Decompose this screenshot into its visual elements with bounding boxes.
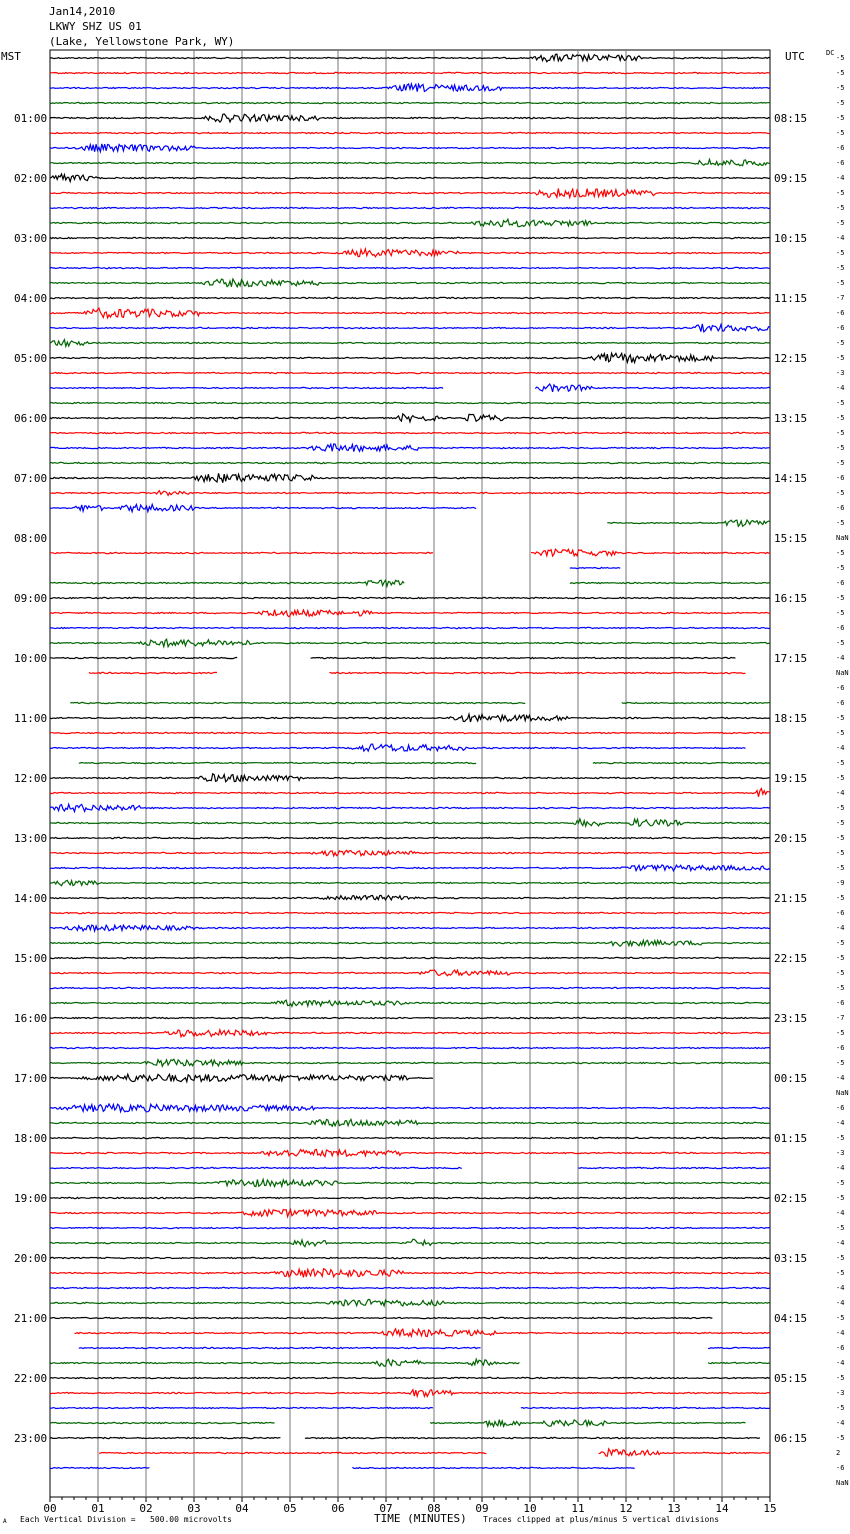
- trace-row: [50, 462, 770, 463]
- mst-hour-label: 20:00: [14, 1252, 48, 1265]
- trace-row: [50, 1420, 746, 1427]
- utc-hour-label: 02:15: [774, 1192, 808, 1205]
- dc-offset-label: -5: [836, 1434, 845, 1442]
- trace-row: [50, 144, 770, 152]
- dc-offset-label: -5: [836, 414, 845, 422]
- trace-row: [50, 1137, 770, 1138]
- dc-offset-label: -4: [836, 1299, 845, 1307]
- trace-row: [50, 132, 770, 133]
- dc-offset-label: -5: [836, 549, 845, 557]
- mst-hour-label: 13:00: [14, 832, 48, 845]
- utc-hour-label: 23:15: [774, 1012, 808, 1025]
- dc-offset-label: -5: [836, 1224, 845, 1232]
- trace-row: [50, 1197, 770, 1198]
- trace-row: [50, 174, 770, 182]
- dc-offset-label: -5: [836, 114, 845, 122]
- trace-row: [50, 1104, 770, 1112]
- mst-hour-label: 04:00: [14, 292, 48, 305]
- corner-mark: A: [3, 1518, 7, 1525]
- trace-row: [50, 402, 770, 403]
- utc-hour-label: 04:15: [774, 1312, 808, 1325]
- utc-hour-label: 00:15: [774, 1072, 808, 1085]
- trace-row: [50, 84, 770, 92]
- dc-offset-label: -5: [836, 459, 845, 467]
- mst-hour-label: 10:00: [14, 652, 48, 665]
- dc-offset-label: -4: [836, 1419, 845, 1427]
- dc-offset-label: -4: [836, 174, 845, 182]
- trace-row: [50, 491, 770, 496]
- trace-row: [50, 896, 770, 900]
- dc-offset-label: -5: [836, 804, 845, 812]
- scale-note: Each Vertical Division = 500.00 microvolts: [20, 1515, 232, 1524]
- dc-offset-label: -5: [836, 399, 845, 407]
- dc-offset-label: -5: [836, 1059, 845, 1067]
- trace-row: [50, 732, 770, 733]
- dc-offset-label: -5: [836, 99, 845, 107]
- dc-offset-label: -4: [836, 1209, 845, 1217]
- dc-offset-label: -5: [836, 339, 845, 347]
- utc-hour-label: 22:15: [774, 952, 808, 965]
- trace-row: [50, 1390, 770, 1397]
- trace-row: [50, 297, 770, 298]
- trace-row: [50, 1257, 770, 1258]
- dc-offset-label: 2: [836, 1449, 841, 1457]
- mst-hour-label: 19:00: [14, 1192, 48, 1205]
- x-tick-label: 07: [379, 1502, 393, 1515]
- utc-hour-label: 08:15: [774, 112, 808, 125]
- dc-offset-label: -5: [836, 444, 845, 452]
- mst-hour-label: 17:00: [14, 1072, 48, 1085]
- dc-offset-label: -4: [836, 1074, 845, 1082]
- mst-hour-label: 01:00: [14, 112, 48, 125]
- trace-row: [50, 925, 770, 931]
- dc-offset-label: -6: [836, 504, 845, 512]
- dc-offset-label: -7: [836, 294, 845, 302]
- x-tick-label: 04: [235, 1502, 249, 1515]
- trace-row: [50, 580, 770, 586]
- dc-offset-label: -6: [836, 684, 845, 692]
- dc-offset-label: -5: [836, 609, 845, 617]
- trace-row: [50, 850, 770, 856]
- trace-row: [50, 912, 770, 913]
- dc-offset-label: NaN: [836, 1479, 849, 1487]
- dc-offset-label: -4: [836, 789, 845, 797]
- mst-hour-label: 14:00: [14, 892, 48, 905]
- utc-hour-label: 10:15: [774, 232, 808, 245]
- trace-row: [50, 1437, 760, 1438]
- trace-row: [50, 473, 770, 482]
- mst-hour-label: 12:00: [14, 772, 48, 785]
- dc-label: DC: [826, 49, 835, 57]
- dc-offset-label: -6: [836, 699, 845, 707]
- dc-offset-label: -5: [836, 729, 845, 737]
- trace-row: [50, 970, 770, 976]
- utc-hour-label: 06:15: [774, 1432, 808, 1445]
- trace-row: [89, 672, 746, 673]
- dc-offset-label: -3: [836, 1389, 845, 1397]
- trace-row: [50, 353, 770, 362]
- mst-hour-label: 11:00: [14, 712, 48, 725]
- trace-row: [50, 597, 770, 598]
- trace-row: [50, 987, 770, 988]
- trace-row: [50, 1030, 770, 1037]
- trace-row: [50, 384, 770, 392]
- trace-row: [570, 567, 620, 568]
- trace-row: [50, 1467, 635, 1468]
- trace-row: [79, 762, 770, 763]
- x-tick-label: 11: [571, 1502, 585, 1515]
- dc-offset-label: -6: [836, 909, 845, 917]
- dc-offset-label: -5: [836, 849, 845, 857]
- dc-offset-label: NaN: [836, 534, 849, 542]
- dc-offset-label: -6: [836, 159, 845, 167]
- mst-hour-label: 16:00: [14, 1012, 48, 1025]
- mst-hour-label: 03:00: [14, 232, 48, 245]
- mst-hour-label: 07:00: [14, 472, 48, 485]
- trace-row: [50, 1317, 712, 1318]
- dc-offset-label: -6: [836, 474, 845, 482]
- mst-hour-label: 18:00: [14, 1132, 48, 1145]
- trace-row: [50, 1167, 770, 1168]
- utc-hour-label: 11:15: [774, 292, 808, 305]
- utc-hour-label: 20:15: [774, 832, 808, 845]
- mst-hour-label: 15:00: [14, 952, 48, 965]
- utc-hour-label: 15:15: [774, 532, 808, 545]
- dc-offset-label: -5: [836, 354, 845, 362]
- x-tick-label: 15: [763, 1502, 777, 1515]
- dc-offset-label: -4: [836, 1239, 845, 1247]
- clip-note: Traces clipped at plus/minus 5 vertical divisions: [483, 1515, 720, 1524]
- trace-row: [50, 789, 770, 797]
- trace-row: [50, 207, 770, 208]
- dc-offset-label: -4: [836, 1359, 845, 1367]
- dc-offset-label: -5: [836, 264, 845, 272]
- trace-row: [50, 267, 770, 268]
- trace-row: [50, 102, 770, 103]
- x-tick-label: 09: [475, 1502, 489, 1515]
- dc-offset-label: -5: [836, 759, 845, 767]
- dc-offset-label: -4: [836, 384, 845, 392]
- utc-hour-label: 01:15: [774, 1132, 808, 1145]
- trace-row: [50, 549, 770, 556]
- trace-row: [70, 702, 770, 703]
- dc-offset-label: -3: [836, 1149, 845, 1157]
- dc-offset-label: -6: [836, 1044, 845, 1052]
- trace-row: [50, 189, 770, 198]
- utc-hour-label: 16:15: [774, 592, 808, 605]
- trace-row: [50, 504, 476, 511]
- dc-offset-label: -4: [836, 1119, 845, 1127]
- utc-hour-label: 21:15: [774, 892, 808, 905]
- dc-offset-label: -4: [836, 654, 845, 662]
- trace-row: [75, 1329, 771, 1337]
- trace-row: [50, 249, 770, 257]
- dc-offset-label: -5: [836, 54, 845, 62]
- dc-offset-label: -5: [836, 219, 845, 227]
- x-tick-label: 00: [43, 1502, 57, 1515]
- station-label: LKWY SHZ US 01: [49, 20, 142, 33]
- dc-offset-label: -5: [836, 489, 845, 497]
- dc-offset-label: -6: [836, 999, 845, 1007]
- dc-offset-label: -6: [836, 624, 845, 632]
- utc-hour-label: 12:15: [774, 352, 808, 365]
- mst-hour-label: 23:00: [14, 1432, 48, 1445]
- dc-offset-label: -5: [836, 189, 845, 197]
- x-tick-label: 01: [91, 1502, 105, 1515]
- x-tick-label: 02: [139, 1502, 153, 1515]
- dc-offset-label: -5: [836, 429, 845, 437]
- dc-offset-label: -4: [836, 924, 845, 932]
- dc-offset-label: -3: [836, 369, 845, 377]
- dc-offset-label: -6: [836, 1104, 845, 1112]
- x-tick-label: 12: [619, 1502, 633, 1515]
- utc-hour-label: 17:15: [774, 652, 808, 665]
- dc-offset-label: -5: [836, 1404, 845, 1412]
- trace-row: [50, 657, 735, 658]
- trace-row: [50, 308, 770, 318]
- trace-row: [50, 219, 770, 226]
- mst-hour-label: 05:00: [14, 352, 48, 365]
- trace-row: [50, 324, 770, 332]
- mst-label: MST: [1, 50, 21, 63]
- trace-row: [50, 880, 770, 885]
- trace-row: [50, 804, 770, 811]
- dc-offset-label: -5: [836, 69, 845, 77]
- dc-offset-label: -6: [836, 1344, 845, 1352]
- trace-row: [50, 714, 770, 722]
- dc-offset-label: -5: [836, 819, 845, 827]
- trace-row: [50, 340, 770, 347]
- dc-offset-label: -5: [836, 1254, 845, 1262]
- trace-row: [50, 72, 770, 73]
- utc-hour-label: 14:15: [774, 472, 808, 485]
- trace-row: [50, 837, 770, 838]
- dc-offset-label: -4: [836, 1164, 845, 1172]
- label-group: [14, 54, 849, 1515]
- trace-row: [50, 444, 770, 452]
- dc-offset-label: -5: [836, 204, 845, 212]
- dc-offset-label: -5: [836, 834, 845, 842]
- utc-hour-label: 03:15: [774, 1252, 808, 1265]
- dc-offset-label: -5: [836, 1134, 845, 1142]
- trace-row: [50, 1269, 770, 1278]
- dc-offset-label: -5: [836, 864, 845, 872]
- trace-row: [50, 819, 770, 826]
- trace-row: [50, 1000, 770, 1006]
- trace-row: [50, 1407, 770, 1408]
- trace-row: [50, 1377, 770, 1378]
- trace-row: [50, 639, 770, 647]
- mst-hour-label: 06:00: [14, 412, 48, 425]
- dc-offset-label: -6: [836, 324, 845, 332]
- dc-offset-label: NaN: [836, 669, 849, 677]
- trace-row: [50, 1210, 770, 1217]
- dc-offset-label: -5: [836, 714, 845, 722]
- dc-offset-label: -5: [836, 984, 845, 992]
- dc-offset-label: -4: [836, 1284, 845, 1292]
- trace-row: [50, 627, 770, 628]
- x-tick-label: 14: [715, 1502, 729, 1515]
- dc-offset-label: -5: [836, 1314, 845, 1322]
- mst-hour-label: 22:00: [14, 1372, 48, 1385]
- trace-row: [607, 520, 770, 526]
- dc-offset-label: -5: [836, 249, 845, 257]
- dc-offset-label: -5: [836, 129, 845, 137]
- trace-row: [50, 1149, 770, 1156]
- trace-row: [50, 1059, 770, 1066]
- utc-hour-label: 18:15: [774, 712, 808, 725]
- dc-offset-label: -4: [836, 234, 845, 242]
- trace-group: [50, 54, 770, 1469]
- trace-row: [50, 774, 770, 782]
- dc-offset-label: -6: [836, 144, 845, 152]
- trace-row: [50, 957, 770, 958]
- mst-hour-label: 02:00: [14, 172, 48, 185]
- trace-row: [50, 610, 770, 617]
- dc-offset-label: -4: [836, 744, 845, 752]
- trace-row: [50, 414, 770, 422]
- location-label: (Lake, Yellowstone Park, WY): [49, 35, 235, 48]
- trace-row: [50, 865, 770, 871]
- trace-row: [50, 1047, 770, 1048]
- x-axis-title: TIME (MINUTES): [374, 1512, 467, 1525]
- dc-offset-label: -4: [836, 1329, 845, 1337]
- dc-offset-label: -6: [836, 309, 845, 317]
- plot-frame: [50, 50, 770, 1497]
- dc-offset-label: -5: [836, 84, 845, 92]
- utc-hour-label: 05:15: [774, 1372, 808, 1385]
- utc-hour-label: 09:15: [774, 172, 808, 185]
- x-tick-label: 13: [667, 1502, 681, 1515]
- dc-offset-label: -9: [836, 879, 845, 887]
- trace-row: [50, 1017, 770, 1018]
- trace-row: [50, 159, 770, 165]
- dc-offset-label: -5: [836, 564, 845, 572]
- dc-offset-label: -5: [836, 1269, 845, 1277]
- trace-row: [79, 1347, 770, 1348]
- dc-offset-label: -5: [836, 279, 845, 287]
- trace-row: [50, 1300, 770, 1307]
- trace-row: [50, 237, 770, 238]
- x-tick-label: 10: [523, 1502, 537, 1515]
- dc-offset-label: -5: [836, 939, 845, 947]
- dc-offset-label: -5: [836, 1194, 845, 1202]
- mst-hour-label: 08:00: [14, 532, 48, 545]
- dc-offset-label: -5: [836, 969, 845, 977]
- x-tick-label: 06: [331, 1502, 345, 1515]
- dc-offset-label: -6: [836, 1464, 845, 1472]
- trace-row: [50, 1119, 770, 1126]
- trace-row: [50, 744, 746, 751]
- utc-hour-label: 19:15: [774, 772, 808, 785]
- trace-row: [50, 1359, 770, 1366]
- date-label: Jan14,2010: [49, 5, 116, 18]
- trace-row: [50, 372, 770, 373]
- trace-row: [50, 432, 770, 433]
- dc-offset-label: -7: [836, 1014, 845, 1022]
- dc-offset-label: -5: [836, 1374, 845, 1382]
- dc-offset-label: -5: [836, 894, 845, 902]
- x-tick-label: 05: [283, 1502, 297, 1515]
- utc-hour-label: 13:15: [774, 412, 808, 425]
- trace-row: [50, 1239, 770, 1246]
- utc-label: UTC: [785, 50, 805, 63]
- mst-hour-label: 21:00: [14, 1312, 48, 1325]
- trace-row: [50, 940, 770, 946]
- dc-offset-label: -5: [836, 774, 845, 782]
- trace-row: [50, 114, 770, 122]
- trace-row: [50, 1179, 770, 1186]
- dc-offset-label: NaN: [836, 1089, 849, 1097]
- x-tick-label: 08: [427, 1502, 441, 1515]
- trace-row: [50, 279, 770, 287]
- dc-offset-label: -5: [836, 594, 845, 602]
- trace-row: [50, 1287, 770, 1288]
- x-tick-label: 03: [187, 1502, 201, 1515]
- trace-row: [50, 1227, 770, 1228]
- dc-offset-label: -5: [836, 954, 845, 962]
- mst-hour-label: 09:00: [14, 592, 48, 605]
- dc-offset-label: -5: [836, 639, 845, 647]
- dc-offset-label: -5: [836, 1029, 845, 1037]
- dc-offset-label: -5: [836, 519, 845, 527]
- dc-offset-label: -6: [836, 579, 845, 587]
- trace-row: [50, 54, 770, 62]
- dc-offset-label: -5: [836, 1179, 845, 1187]
